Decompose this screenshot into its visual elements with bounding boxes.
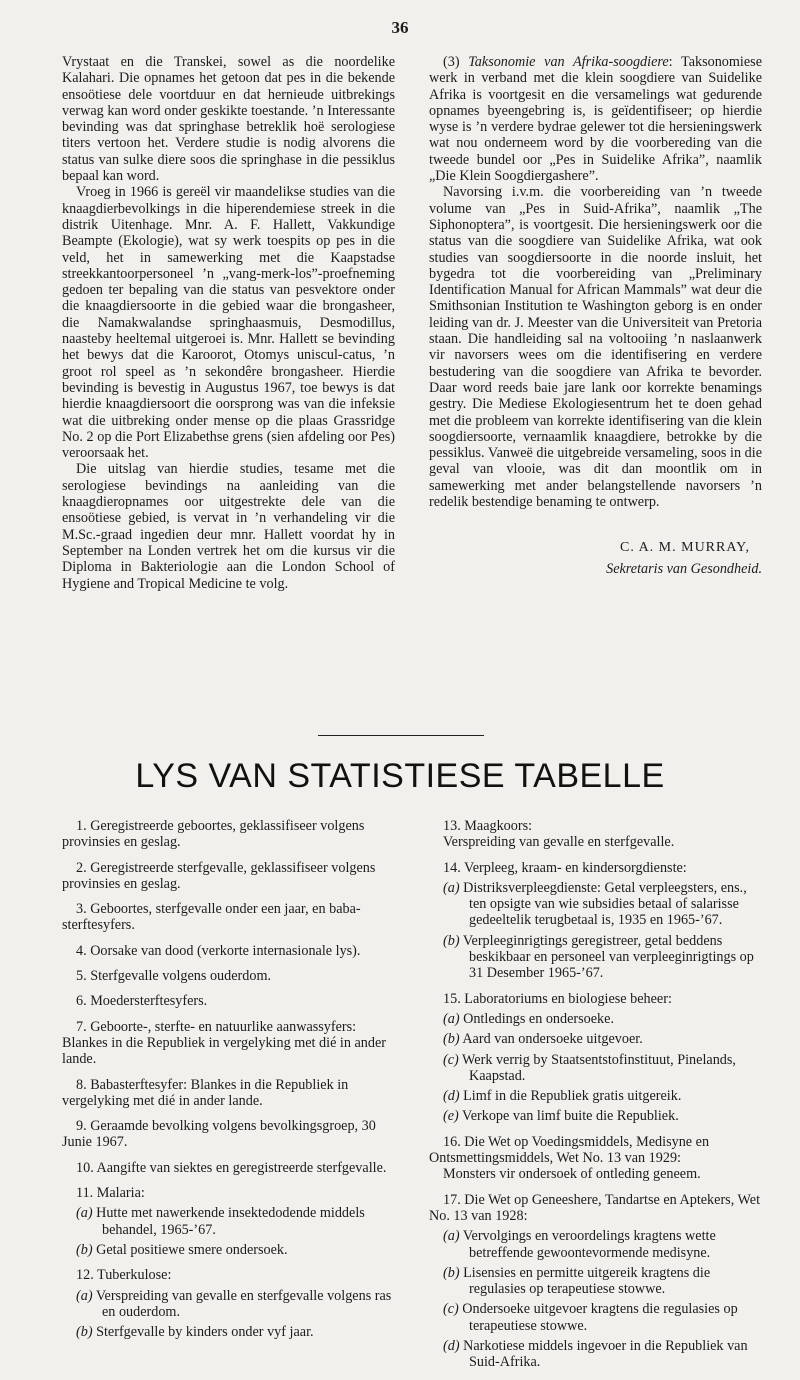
table-sub-item — [429, 1031, 762, 1047]
table-subtitle: Monsters vir ondersoek of ontleding geneem. — [443, 1166, 701, 1183]
sub-item-label: (c) — [443, 1051, 459, 1068]
sub-item-text: Verpleeginrigtings geregistreer, getal beddens beskikbaar en personeel van verpleeginrigtings op 31 Desember 1965-’67. — [462, 932, 754, 982]
table-list-item — [429, 1134, 762, 1183]
sub-item-label: (a) — [443, 1228, 460, 1245]
table-list-item — [429, 818, 762, 851]
signature-block — [429, 540, 762, 577]
table-sub-item — [62, 1242, 395, 1258]
sub-item-text: Verspreiding van gevalle en sterfgevalle volgens ras en ouderdom. — [95, 1287, 392, 1320]
table-sub-item — [429, 880, 762, 929]
table-number: 1. — [76, 818, 87, 834]
table-title: Geboorte-, sterfte- en natuurlike aanwassyfers: Blankes in die Republiek in vergelyking met dié in ander lande. — [62, 1018, 387, 1068]
table-list-item — [429, 1192, 762, 1371]
table-number: 5. — [76, 968, 87, 985]
sub-item-text: Sterfgevalle by kinders onder vyf jaar. — [96, 1324, 314, 1341]
table-subtitle: Verspreiding van gevalle en sterfgevalle. — [443, 834, 675, 851]
table-number: 10. — [76, 1159, 94, 1176]
table-number: 9. — [76, 1118, 87, 1135]
paragraph-label: (3) — [443, 54, 460, 70]
paragraph: Die uitslag van hierdie studies, tesame met die serologiese bevindings na aanleiding van die knaagdieropnames oor uitgestrekte dele van die ensoötiese gebied, is vervat in ’n verhandeling vir die M.Sc.-graad ingedien deur mnr. Hallett voordat hy in September na Londen vertrek het om die kursus vir die Diploma in Bakteriologie aan die London School of Hygiene and Tropical Medicine te volg. — [62, 461, 395, 592]
paragraph: Vroeg in 1966 is gereël vir maandelikse studies van die knaagdierbevolkings in die hiperendemiese streek in die distrik Uitenhage. Mnr. A. F. Hallett, Vakkundige Beampte (Ekologie), wat sy werk toespits op pes in die veld, het in samewerking met die Kaapstadse streekkantoorpersoneel ’n „vang-merk-los”-proefneming gedoen ter bepaling van die status van pesvektore onder die knaagdiersoorte in die gebied waar die brongasheer, die Namakwalandse springhaasmuis, Desmodillus, naasteby heeltemal uitgeroei is. Mnr. Hallett se bevinding het bewys dat die Karoorot, Otomys uniscul-catus, ’n groot rol speel as ’n sekondêre brongasheer. Hierdie bevinding is bevestig in Augustus 1967, toe bewys is dat hierdie knaagdiersoort die oorsprong was van die infeksie wat die uitbreking onder mense op die plaas Grassridge No. 2 op die Port Elizabethse grens (sien afdeling oor Pes) veroorsaak het. — [62, 184, 395, 462]
sub-item-text: Ondersoeke uitgevoer kragtens die regulasies op terapeutiese stowwe. — [462, 1301, 738, 1334]
table-list-item — [62, 1267, 395, 1340]
section-divider — [318, 735, 484, 736]
table-sub-item — [429, 1338, 762, 1371]
sub-item-label: (c) — [443, 1301, 459, 1318]
table-list-item — [62, 860, 395, 893]
page-number: 36 — [391, 18, 409, 37]
table-title: Tuberkulose: — [97, 1267, 172, 1284]
paragraph: Navorsing i.v.m. die voorbereiding van ’n tweede volume van „Pes in Suid-Afrika”, naamlik „The Siphonoptera”, is voortgesit. Die hersieningswerk oor die status van die soogdiere van Suidelike Afrika, wat ook studies van soogdiersoorte in die noorde insluit, het bygedra tot die voorbereiding van „Preliminary Identification Manual for African Mammals” wat deur die Smithsonian Institution te Washington geborg is en onder leiding van dr. J. Meester van die Universiteit van Pretoria staan. Die handleiding sal na voltooiing ’n naslaanwerk vir navorsers wees om die identifisering en verdere bestudering van die soogdiere van Afrika te bevorder. Daar word reeds baie jare lank oor korrekte benamings gestry. Die Mediese Ekologiesentrum het te doen gehad met die probleem van korrekte identifisering van die klein soogdiersoorte, vernaamlik knaagdiere, betrokke by die pessiklus. Vanweë die uitgebreide versameling, soos in die geval van vlooie, was dit dan moontlik om in samewerking met ander belangstellende navorsers ’n redelik bestendige benaming te ontwerp. — [429, 184, 762, 511]
section-heading: LYS VAN STATISTIESE TABELLE — [135, 757, 665, 795]
paragraph-taxonomy — [429, 54, 762, 184]
table-title: Moedersterftesyfers. — [90, 993, 208, 1010]
table-list-item — [62, 1160, 395, 1176]
sub-item-label: (d) — [443, 1088, 460, 1105]
table-title: Babasterftesyfer: Blankes in die Republiek in vergelyking met dié in ander lande. — [62, 1076, 349, 1109]
table-title: Oorsake van dood (verkorte internasionale lys). — [90, 942, 361, 959]
sub-item-text: Vervolgings en veroordelings kragtens wette betreffende gewoontevormende medisyne. — [462, 1228, 716, 1261]
table-number: 6. — [76, 993, 87, 1010]
sub-item-label: (a) — [443, 879, 460, 896]
table-sub-item — [429, 1265, 762, 1298]
table-sub-item — [429, 1052, 762, 1085]
table-list-entry — [62, 968, 395, 984]
table-number: 2. — [76, 859, 87, 876]
table-list-entry — [429, 1134, 762, 1167]
sub-item-text: Ontledings en ondersoeke. — [463, 1010, 614, 1027]
table-title: Sterfgevalle volgens ouderdom. — [90, 968, 272, 985]
sub-item-label: (a) — [76, 1287, 93, 1304]
table-title: Geboortes, sterfgevalle onder een jaar, en baba-sterftesyfers. — [62, 901, 361, 934]
table-sub-item — [62, 1205, 395, 1238]
sub-item-label: (d) — [443, 1338, 460, 1355]
table-title: Verpleeg, kraam- en kindersorgdienste: — [464, 859, 687, 876]
table-title: Malaria: — [96, 1185, 145, 1202]
table-list-entry — [62, 1077, 395, 1110]
table-number: 11. — [76, 1185, 94, 1202]
table-list-item — [62, 943, 395, 959]
table-list-item — [429, 991, 762, 1125]
sub-item-label: (b) — [76, 1324, 93, 1341]
table-list-entry — [62, 860, 395, 893]
table-list-entry — [62, 1160, 395, 1176]
table-sub-item — [429, 1108, 762, 1124]
table-list-entry — [429, 991, 762, 1007]
table-list-entry — [62, 1185, 395, 1201]
table-sub-item — [429, 1011, 762, 1027]
table-list-item — [62, 1118, 395, 1151]
table-sub-item — [429, 933, 762, 982]
table-list-item — [62, 993, 395, 1009]
body-column-left — [62, 54, 395, 592]
table-list-item — [62, 1077, 395, 1110]
table-number: 13. — [443, 818, 461, 834]
table-list-entry — [62, 1267, 395, 1283]
table-title: Geregistreerde sterfgevalle, geklassifiseer volgens provinsies en geslag. — [62, 859, 376, 892]
table-sub-item — [429, 1301, 762, 1334]
sub-item-text: Werk verrig by Staatsentstofinstituut, Pinelands, Kaapstad. — [462, 1051, 736, 1084]
table-sub-item — [62, 1288, 395, 1321]
sub-item-text: Aard van ondersoeke uitgevoer. — [462, 1031, 643, 1048]
sub-item-text: Verkope van limf buite die Republiek. — [462, 1108, 679, 1125]
sub-item-text: Limf in die Republiek gratis uitgereik. — [463, 1088, 682, 1105]
table-number: 17. — [443, 1191, 461, 1208]
table-list-item — [62, 1185, 395, 1258]
sub-item-label: (e) — [443, 1108, 459, 1125]
table-title: Maagkoors: — [464, 818, 533, 834]
body-column-right — [429, 54, 762, 577]
paragraph-title: Taksonomie van Afrika-soogdiere — [468, 54, 669, 70]
paragraph: Vrystaat en die Transkei, sowel as die noordelike Kalahari. Die opnames het getoon dat pes in die bekende ensoötiese dele voortduur en dat hernieude uitbrekings verwag kan word onder geskikte toestande. ’n Interessante bevinding was dat springhase betreklik hoë serologiese titers vertoon het. Verdere studie is nodig alvorens die status van sulke diere soos die springhase in die pessiklus bepaal kan word. — [62, 54, 395, 185]
table-number: 8. — [76, 1076, 87, 1093]
signature-name: C. A. M. MURRAY, — [620, 540, 750, 556]
table-list-entry — [62, 993, 395, 1009]
table-number: 3. — [76, 901, 87, 918]
table-title: Die Wet op Voedingsmiddels, Medisyne en Ontsmettingsmiddels, Wet No. 13 van 1929: — [429, 1133, 710, 1167]
table-list-left — [62, 818, 395, 1349]
table-list-item — [62, 901, 395, 934]
table-sub-item — [429, 1088, 762, 1104]
sub-item-label: (b) — [443, 932, 460, 949]
sub-item-label: (b) — [76, 1241, 93, 1258]
table-title: Geraamde bevolking volgens bevolkingsgroep, 30 Junie 1967. — [62, 1118, 376, 1151]
table-title: Laboratoriums en biologiese beheer: — [464, 990, 672, 1007]
table-list-entry — [62, 818, 395, 851]
sub-item-label: (a) — [76, 1205, 93, 1222]
table-number: 12. — [76, 1267, 94, 1284]
table-list-entry — [62, 943, 395, 959]
sub-item-label: (b) — [443, 1031, 460, 1048]
table-list-item — [62, 1019, 395, 1068]
sub-item-label: (b) — [443, 1264, 460, 1281]
table-list-item — [62, 968, 395, 984]
table-list-item — [62, 818, 395, 851]
signature-title: Sekretaris van Gesondheid. — [606, 560, 762, 577]
table-list-entry — [429, 860, 762, 876]
sub-item-text: Getal positiewe smere ondersoek. — [96, 1241, 288, 1258]
table-sub-item — [429, 1228, 762, 1261]
table-list-entry — [429, 818, 762, 834]
paragraph-text: : Taksonomiese werk in verband met die klein soogdiere van Suidelike Afrika is voortgesit en die versamelings wat gedurende opnames byeengebring is, is geïdentifiseer; op hierdie wyse is ’n verdere bydrae gelewer tot die hersieningswerk wat nou onderneem word by die voorbereding van die tweede bundel oor „Pes in Suidelike Afrika”, naamlik „Die Klein Soogdiergashere”. — [429, 54, 762, 185]
table-number: 14. — [443, 859, 461, 876]
table-sub-item — [62, 1324, 395, 1340]
table-number: 7. — [76, 1018, 87, 1035]
sub-item-text: Hutte met nawerkende insektedodende middels behandel, 1965-’67. — [96, 1205, 365, 1238]
table-list-item — [429, 860, 762, 982]
table-number: 16. — [443, 1133, 461, 1150]
table-title: Aangifte van siektes en geregistreerde sterfgevalle. — [96, 1159, 387, 1176]
table-list-entry — [62, 901, 395, 934]
table-title: Die Wet op Geneeshere, Tandartse en Aptekers, Wet No. 13 van 1928: — [429, 1191, 761, 1224]
table-list-entry — [62, 1118, 395, 1151]
sub-item-text: Distriksverpleegdienste: Getal verpleegsters, ens., ten opsigte van wie subsidies betaal of salarisse gedeeltelik terugbetaal is, 1935 en 1965-’67. — [463, 879, 747, 929]
table-list-right — [429, 818, 762, 1380]
sub-item-text: Lisensies en permitte uitgereik kragtens die regulasies op terapeutiese stowwe. — [463, 1264, 711, 1298]
table-title: Geregistreerde geboortes, geklassifiseer volgens provinsies en geslag. — [62, 818, 365, 851]
table-number: 15. — [443, 990, 461, 1007]
table-number: 4. — [76, 942, 87, 959]
sub-item-label: (a) — [443, 1010, 460, 1027]
sub-item-text: Narkotiese middels ingevoer in die Republiek van Suid-Afrika. — [463, 1338, 748, 1371]
table-list-entry — [62, 1019, 395, 1068]
